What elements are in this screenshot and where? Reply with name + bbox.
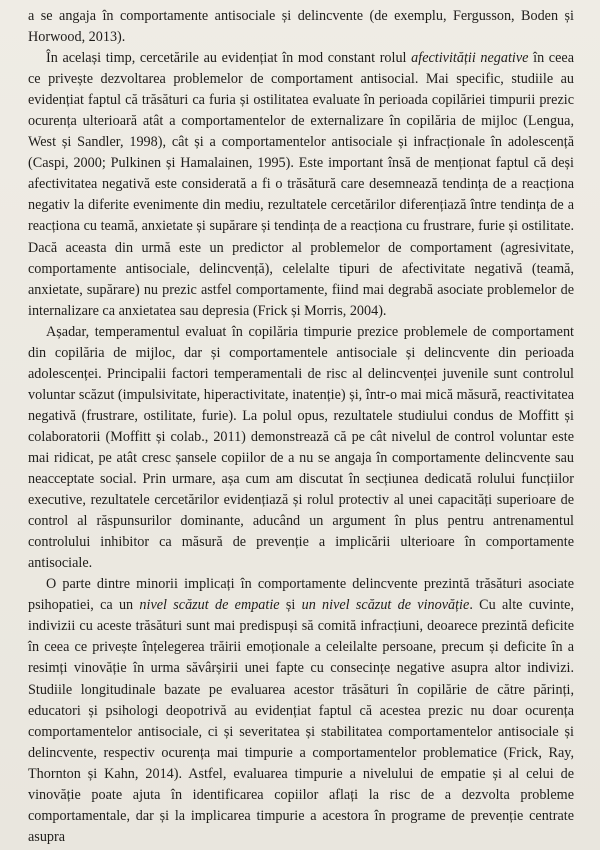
text-segment: în ceea ce privește dezvoltarea problemelor de comportament antisocial. Mai specific, studiile au evidențiat faptul că trăsături ca furia și ostilitatea evaluate în perioada copilăriei timpurii prezic ocurența ulterioară atât a comportamentelor de externalizare în copilăria de mijloc (Lengua, West și Sandler, 1998), cât și a comportamentelor antisociale și infracționale în adolescență (Caspi, 2000; Pulkinen și Hamalainen, 1995). Este important însă de menționat faptul că deși afectivitatea negativă este considerată a fi o trăsătură care desemnează tendința de a reacționa negativ la diferite evenimente din mediu, rezultatele cercetărilor diferențiază între tendința de a reacționa cu teamă, anxietate și supărare și tendința de a reacționa cu frustrare, furie și ostilitate. Dacă aceasta din urmă este un predictor al problemelor de comportament (agresivitate, comportamente antisociale, delincvență), celelalte tipuri de afectivitate negativă (teamă, anxietate, supărare) nu prezic astfel comportamente, fiind mai degrabă asociate problemelor de internalizare ca anxietatea sau depresia (Frick și Morris, 2004). bbox=[28, 50, 574, 319]
italic-term: nivel scăzut de empatie bbox=[139, 597, 280, 614]
text-segment: O parte dintre minorii implicați în comportamente delincvente prezintă trăsături asociate psihopatiei, ca un bbox=[28, 576, 574, 614]
italic-term: afectivității negative bbox=[411, 50, 529, 67]
paragraph-negative-affectivity bbox=[28, 48, 574, 322]
italic-term: un nivel scăzut de vinovăție bbox=[301, 597, 470, 614]
text-segment: În același timp, cercetările au evidențiat în mod constant rolul bbox=[46, 50, 412, 67]
paragraph-temperament-summary bbox=[28, 322, 574, 575]
text-segment: și bbox=[279, 597, 302, 614]
text-segment: . Cu alte cuvinte, indivizii cu aceste trăsături sunt mai predispuși să comită infracțiuni, deoarece prezintă deficite în ceea ce privește înțelegerea trăirii emoționale a celeilalte persoane, precum și deficite în a resimți vinovăție în urma săvârșirii unei fapte cu consecințe negative asupra altor indivizi. Studiile longitudinale bazate pe evaluarea acestor trăsături în copilărie de către părinți, educatori și psihologi deopotrivă au evidențiat faptul că acestea prezic nu doar ocurența comportamentelor antisociale, ci și severitatea și stabilitatea comportamentelor antisociale și delincvente, respectiv ocurența mai timpurie a comportamentelor problematice (Frick, Ray, Thornton și Kahn, 2014). Astfel, evaluarea timpurie a nivelului de empatie și al celui de vinovăție poate ajuta în identificarea copiilor aflați la risc de a dezvolta probleme comportamentale, dar și la implicarea timpurie a acestora în programe de prevenție centrate asupra bbox=[28, 597, 575, 845]
text-segment: a se angaja în comportamente antisociale și delincvente (de exemplu, Fergusson, Boden și Horwood, 2013). bbox=[28, 8, 574, 46]
text-segment: Așadar, temperamentul evaluat în copilăria timpurie prezice problemele de comportament din copilăria de mijloc, dar și comportamentele antisociale și delincvente din perioada adolescenței. Principalii factori temperamentali de risc al delincvenței juvenile sunt controlul voluntar scăzut (impulsivitate, hiperactivitate, inatenție) și, într-o mai mică măsură, reactivitatea negativă (frustrare, ostilitate, furie). La polul opus, rezultatele studiului condus de Moffitt și colaboratorii (Moffitt și colab., 2011) demonstrează că pe cât nivelul de control voluntar este mai ridicat, pe atât cresc șansele copiilor de a nu se angaja în comportamente delincvente sau neacceptate social. Prin urmare, așa cum am discutat în secțiunea dedicată rolului funcțiilor executive, rezultatele cercetărilor evidențiază și rolul protectiv al unei capacități superioare de control al răspunsurilor dominante, aducând un argument în plus pentru antrenamentul controlului inhibitor ca măsură de prevenție a implicării ulterioare în comportamente antisociale. bbox=[28, 323, 574, 572]
paragraph-continuation bbox=[28, 6, 574, 48]
paragraph-psychopathy-traits bbox=[28, 574, 574, 848]
